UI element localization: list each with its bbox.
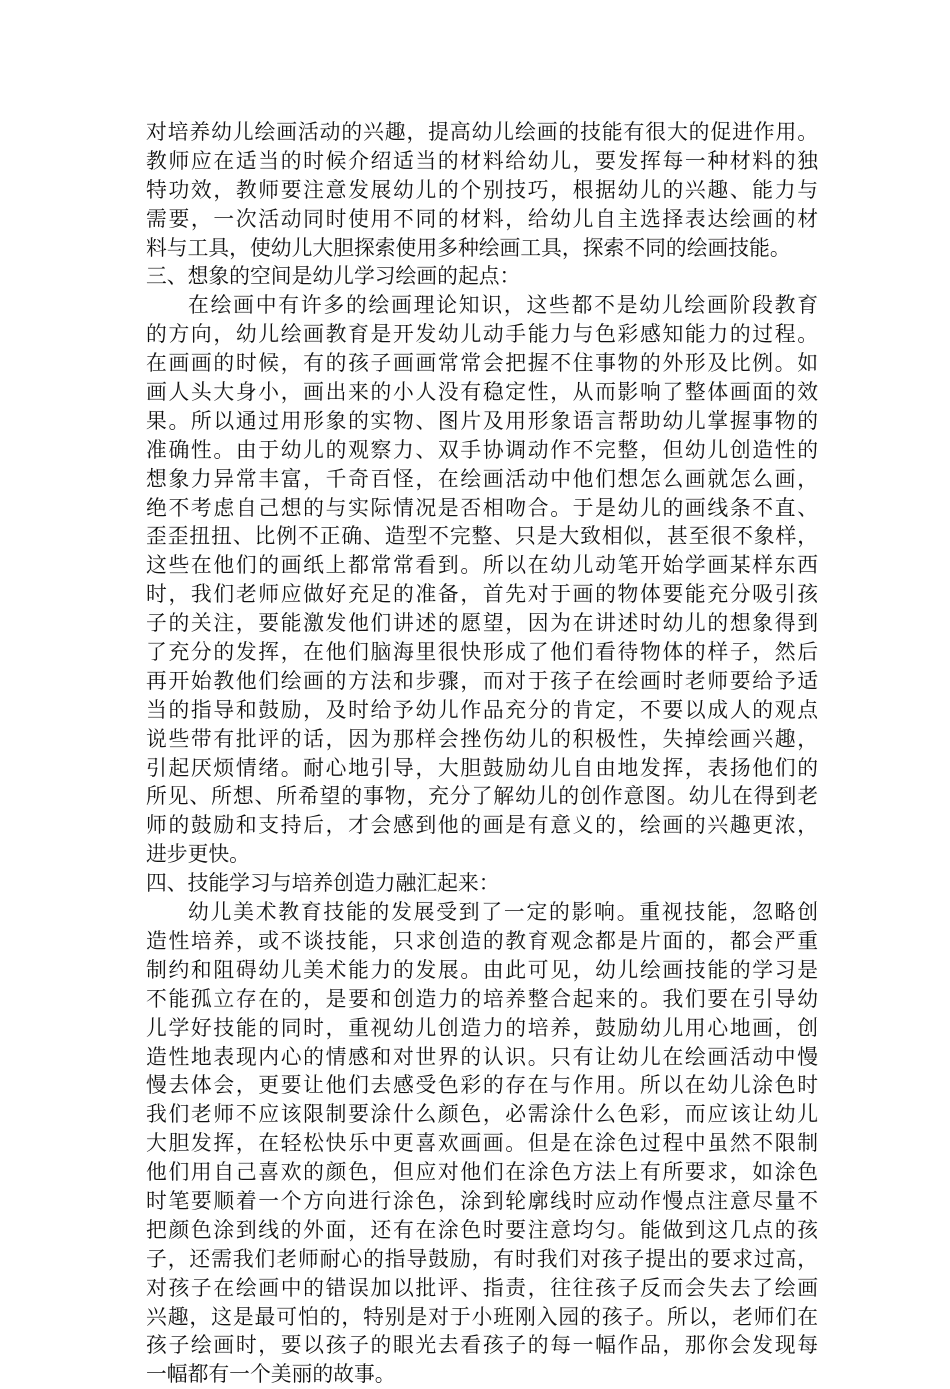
text-line: 把颜色涂到线的外面，还有在涂色时要注意均匀。能做到这几点的孩	[146, 1217, 818, 1242]
text-line: 制约和阻碍幼儿美术能力的发展。由此可见，幼儿绘画技能的学习是	[146, 957, 818, 982]
text-line: 子，还需我们老师耐心的指导鼓励，有时我们对孩子提出的要求过高，	[146, 1246, 818, 1271]
text-line: 在绘画中有许多的绘画理论知识，这些都不是幼儿绘画阶段教育	[188, 293, 818, 318]
text-line: 引起厌烦情绪。耐心地引导，大胆鼓励幼儿自由地发挥，表扬他们的	[146, 755, 818, 780]
text-line: 想象力异常丰富，千奇百怪，在绘画活动中他们想怎么画就怎么画，	[146, 466, 818, 491]
document-body	[146, 118, 818, 1389]
text-line: 进步更快。	[146, 842, 250, 867]
text-line: 造性培养，或不谈技能，只求创造的教育观念都是片面的，都会严重	[146, 928, 818, 953]
section-heading: 四、技能学习与培养创造力融汇起来：	[146, 871, 500, 896]
text-line: 准确性。由于幼儿的观察力、双手协调动作不完整，但幼儿创造性的	[146, 437, 818, 462]
text-line: 当的指导和鼓励，及时给予幼儿作品充分的肯定，不要以成人的观点	[146, 697, 818, 722]
text-line: 教师应在适当的时候介绍适当的材料给幼儿，要发挥每一种材料的独	[146, 148, 818, 173]
text-line: 果。所以通过用形象的实物、图片及用形象语言帮助幼儿掌握事物的	[146, 408, 818, 433]
text-line: 孩子绘画时，要以孩子的眼光去看孩子的每一幅作品，那你会发现每	[146, 1333, 818, 1358]
text-line: 歪歪扭扭、比例不正确、造型不完整、只是大致相似，甚至很不象样，	[146, 524, 818, 549]
text-line: 特功效，教师要注意发展幼儿的个别技巧，根据幼儿的兴趣、能力与	[146, 177, 818, 202]
text-line: 再开始教他们绘画的方法和步骤，而对于孩子在绘画时老师要给予适	[146, 668, 818, 693]
text-line: 这些在他们的画纸上都常常看到。所以在幼儿动笔开始学画某样东西	[146, 553, 818, 578]
text-line: 时笔要顺着一个方向进行涂色，涂到轮廓线时应动作慢点注意尽量不	[146, 1188, 818, 1213]
text-line: 在画画的时候，有的孩子画画常常会把握不住事物的外形及比例。如	[146, 351, 818, 376]
text-line: 慢去体会，更要让他们去感受色彩的存在与作用。所以在幼儿涂色时	[146, 1073, 818, 1098]
text-line: 对培养幼儿绘画活动的兴趣，提高幼儿绘画的技能有很大的促进作用。	[146, 120, 818, 144]
text-line: 的方向，幼儿绘画教育是开发幼儿动手能力与色彩感知能力的过程。	[146, 322, 818, 347]
text-line: 说些带有批评的话，因为那样会挫伤幼儿的积极性，失掉绘画兴趣，	[146, 726, 818, 751]
text-line: 我们老师不应该限制要涂什么颜色，必需涂什么色彩，而应该让幼儿	[146, 1102, 818, 1127]
text-line: 对孩子在绘画中的错误加以批评、指责，往往孩子反而会失去了绘画	[146, 1275, 818, 1300]
text-line: 画人头大身小，画出来的小人没有稳定性，从而影响了整体画面的效	[146, 380, 818, 405]
text-line: 兴趣，这是最可怕的，特别是对于小班刚入园的孩子。所以，老师们在	[146, 1304, 818, 1329]
text-line: 料与工具，使幼儿大胆探索使用多种绘画工具，探索不同的绘画技能。	[146, 235, 791, 260]
text-line: 师的鼓励和支持后，才会感到他的画是有意义的，绘画的兴趣更浓，	[146, 813, 818, 838]
text-line: 他们用自己喜欢的颜色，但应对他们在涂色方法上有所要求，如涂色	[146, 1160, 818, 1185]
text-line: 大胆发挥，在轻松快乐中更喜欢画画。但是在涂色过程中虽然不限制	[146, 1131, 818, 1156]
text-line: 一幅都有一个美丽的故事。	[146, 1362, 396, 1387]
text-line: 幼儿美术教育技能的发展受到了一定的影响。重视技能，忽略创	[188, 900, 818, 925]
text-line: 时，我们老师应做好充足的准备，首先对于画的物体要能充分吸引孩	[146, 582, 818, 607]
text-line: 儿学好技能的同时，重视幼儿创造力的培养，鼓励幼儿用心地画，创	[146, 1015, 818, 1040]
text-line: 造性地表现内心的情感和对世界的认识。只有让幼儿在绘画活动中慢	[146, 1044, 818, 1069]
text-line: 需要，一次活动同时使用不同的材料，给幼儿自主选择表达绘画的材	[146, 206, 818, 231]
text-line: 子的关注，要能激发他们讲述的愿望，因为在讲述时幼儿的想象得到	[146, 611, 818, 636]
text-line: 绝不考虑自己想的与实际情况是否相吻合。于是幼儿的画线条不直、	[146, 495, 818, 520]
text-line: 了充分的发挥，在他们脑海里很快形成了他们看待物体的样子，然后	[146, 640, 818, 665]
text-line: 不能孤立存在的，是要和创造力的培养整合起来的。我们要在引导幼	[146, 986, 818, 1011]
text-line: 所见、所想、所希望的事物，充分了解幼儿的创作意图。幼儿在得到老	[146, 784, 818, 809]
section-heading: 三、想象的空间是幼儿学习绘画的起点：	[146, 264, 521, 289]
